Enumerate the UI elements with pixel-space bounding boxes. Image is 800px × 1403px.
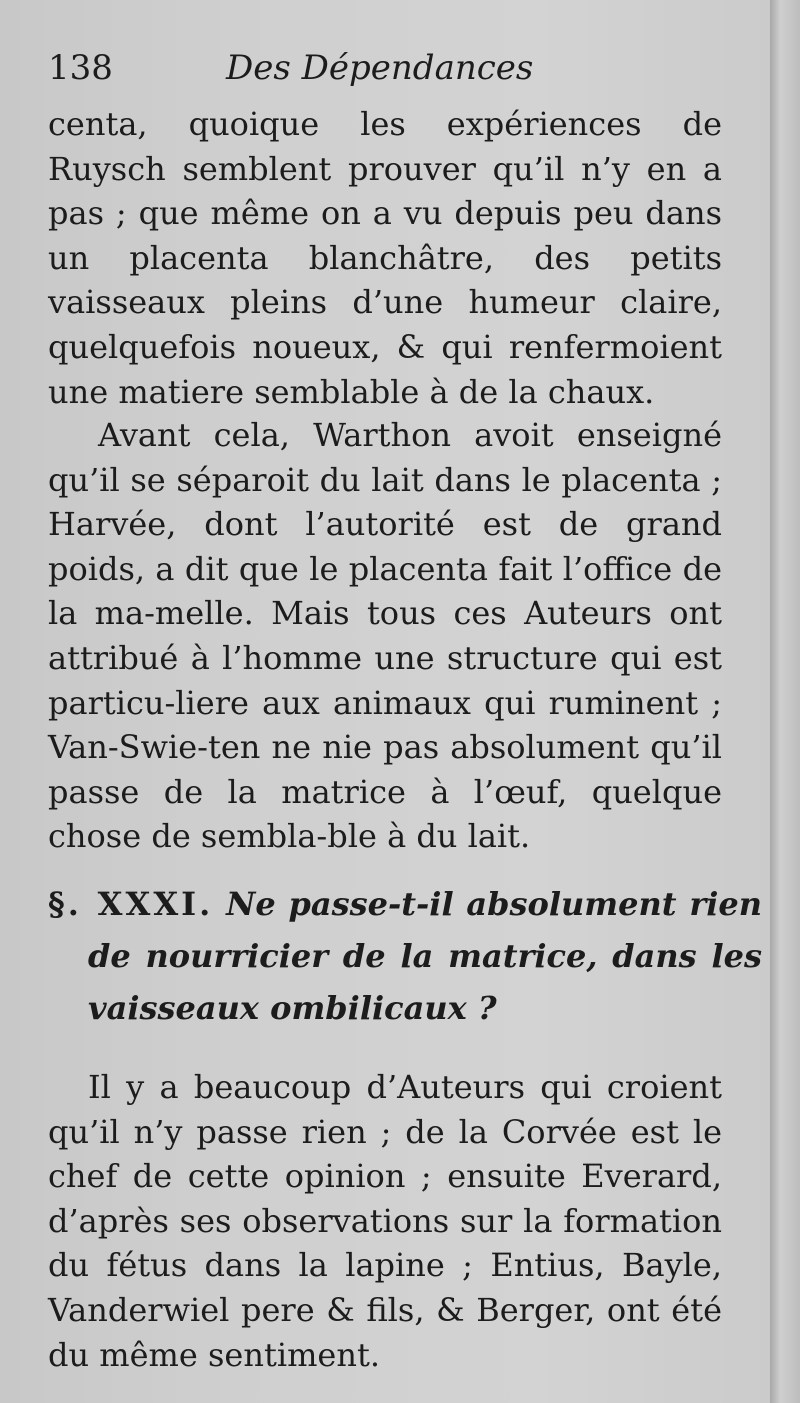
section-title: Ne passe-t-il absolument rien de nourricier de la matrice, dans les vaisseaux ombilicaux ? (88, 885, 763, 1027)
paragraph-continuation: centa, quoique les expériences de Ruysch semblent prouver qu’il n’y en a pas ; que même on a vu depuis peu dans un placenta blanchâtre, des petits vaisseaux pleins d’une humeur claire, quelquefois noueux, & qui renfermoient une matiere semblable à de la chaux. (48, 105, 722, 411)
page-header (48, 44, 722, 92)
page-gutter (770, 0, 800, 1403)
section-number: §. XXXI. (48, 885, 214, 923)
running-title: Des Dépendances (226, 48, 534, 88)
paragraph-section-body: Il y a beaucoup d’Auteurs qui croient qu’il n’y passe rien ; de la Corvée est le chef de cette opinion ; ensuite Everard, d’après ses observations sur la formation du fétus dans la lapine ; Entius, Bayle, Vanderwiel pere & fils, & Berger, ont été du même sentiment. (48, 1068, 722, 1374)
page-number: 138 (48, 48, 113, 88)
section-heading (48, 878, 762, 1034)
paragraph-warthon: Avant cela, Warthon avoit enseigné qu’il se séparoit du lait dans le placenta ; Harvée, dont l’autorité est de grand poids, a dit que le placenta fait l’office de la ma-melle. Mais tous ces Auteurs ont attribué à l’homme une structure qui est particu-liere aux animaux qui ruminent ; Van-Swie-ten ne nie pas absolument qu’il passe de la matrice à l’œuf, quelque chose de sembla-ble à du lait. (48, 416, 722, 856)
